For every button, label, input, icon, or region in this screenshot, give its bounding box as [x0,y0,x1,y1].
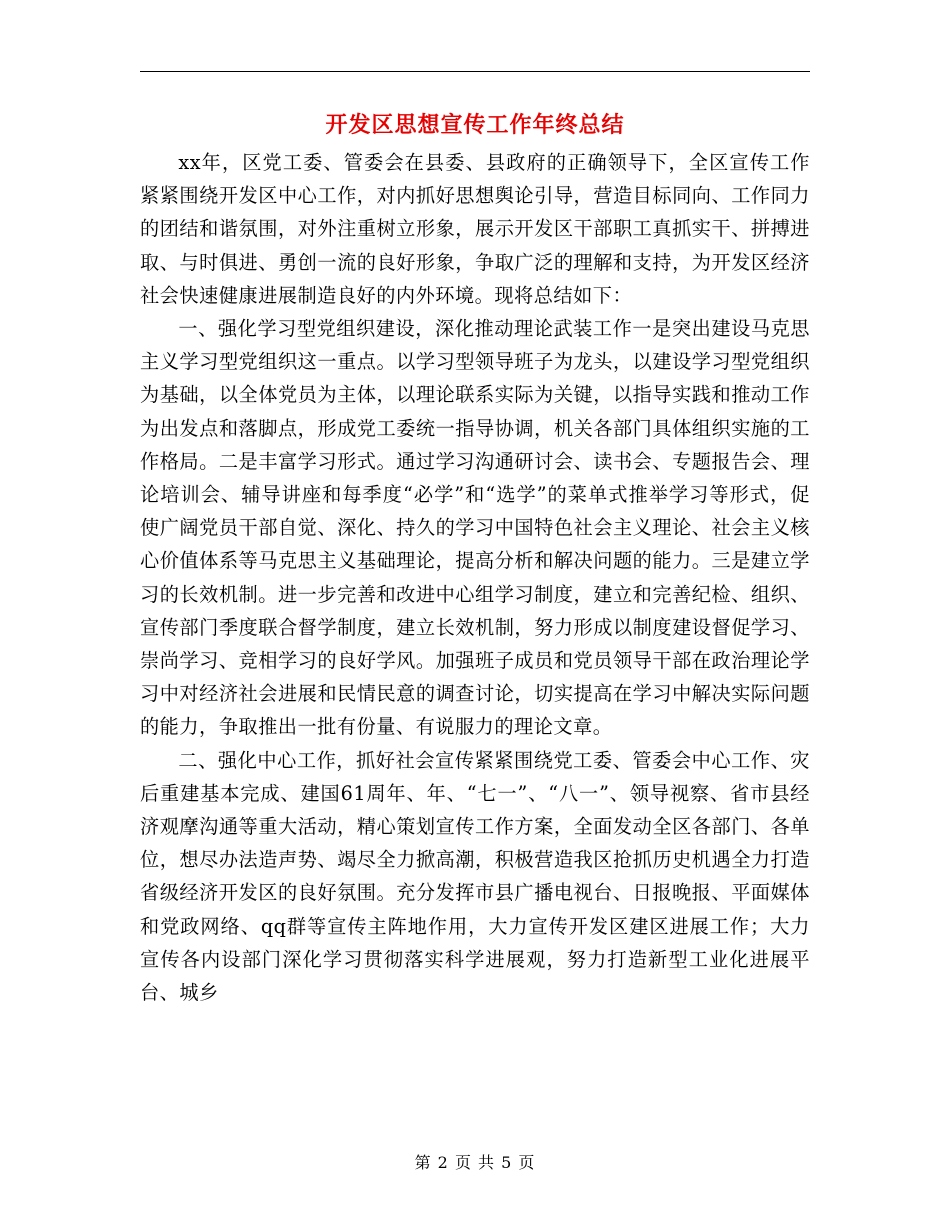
paragraph-section-2: 二、强化中心工作，抓好社会宣传紧紧围绕党工委、管委会中心工作、灾后重建基本完成、建国61周年、年、“七一”、“八一”、领导视察、省市县经济观摩沟通等重大活动，精心策划宣传工作方案，全面发动全区各部门、各单位，想尽办法造声势、竭尽全力掀高潮，积极营造我区抢抓历史机遇全力打造省级经济开发区的良好氛围。充分发挥市县广播电视台、日报晚报、平面媒体和党政网络、qq群等宣传主阵地作用，大力宣传开发区建区进展工作；大力宣传各内设部门深化学习贯彻落实科学进展观，努力打造新型工业化进展平台、城乡 [140,748,810,1005]
page-number: 第 2 页 共 5 页 [414,1153,536,1172]
header-rule [140,71,810,72]
paragraph-section-1: 一、强化学习型党组织建设，深化推动理论武装工作一是突出建设马克思主义学习型党组织这一重点。以学习型领导班子为龙头，以建设学习型党组织为基础，以全体党员为主体，以理论联系实际为关键，以指导实践和推动工作为出发点和落脚点，形成党工委统一指导协调，机关各部门具体组织实施的工作格局。二是丰富学习形式。通过学习沟通研讨会、读书会、专题报告会、理论培训会、辅导讲座和每季度“必学”和“选学”的菜单式推举学习等形式，促使广阔党员干部自觉、深化、持久的学习中国特色社会主义理论、社会主义核心价值体系等马克思主义基础理论，提高分析和解决问题的能力。三是建立学习的长效机制。进一步完善和改进中心组学习制度，建立和完善纪检、组织、宣传部门季度联合督学制度，建立长效机制，努力形成以制度建设督促学习、崇尚学习、竞相学习的良好学风。加强班子成员和党员领导干部在政治理论学习中对经济社会进展和民情民意的调查讨论，切实提高在学习中解决实际问题的能力，争取推出一批有份量、有说服力的理论文章。 [140,317,810,739]
document-body [140,146,810,1009]
document-title: 开发区思想宣传工作年终总结 [325,112,625,138]
paragraph-intro: xx年，区党工委、管委会在县委、县政府的正确领导下，全区宣传工作紧紧围绕开发区中心工作，对内抓好思想舆论引导，营造目标同向、工作同力的团结和谐氛围，对外注重树立形象，展示开发区干部职工真抓实干、拼搏进取、与时俱进、勇创一流的良好形象，争取广泛的理解和支持，为开发区经济社会快速健康进展制造良好的内外环境。现将总结如下： [140,151,810,307]
